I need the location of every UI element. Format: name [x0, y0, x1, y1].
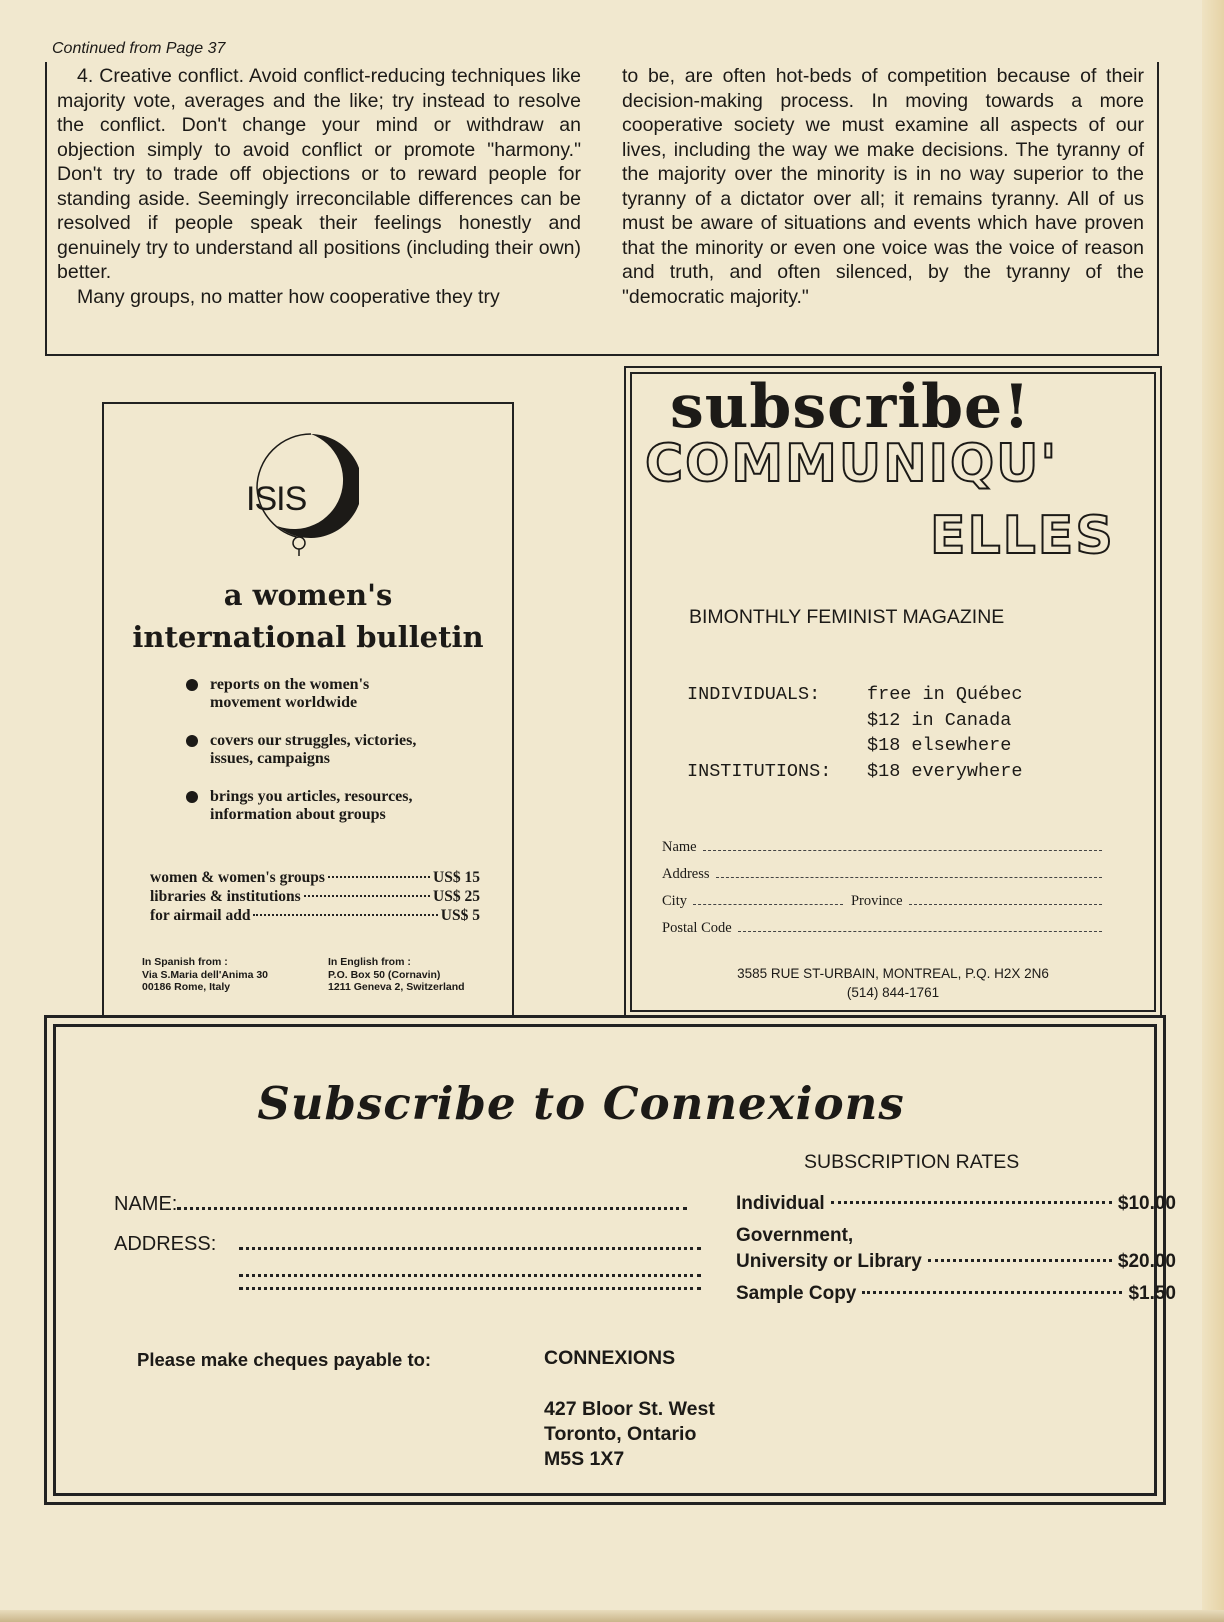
postal-code-row: [662, 915, 1102, 942]
cheques-label: Please make cheques payable to:: [137, 1349, 432, 1370]
list-item: covers our struggles, victories, issues, campaigns: [186, 732, 440, 768]
province-field-label: Province: [850, 893, 903, 909]
address-field-row: [114, 1224, 701, 1264]
rate-row: [687, 682, 1022, 708]
magazine-address: [632, 964, 1154, 1002]
address-field-label: ADDRESS:: [114, 1233, 217, 1255]
isis-spanish-address: [142, 956, 307, 994]
connexions-title: Subscribe to Connexions: [257, 1077, 905, 1130]
address-field-row: [114, 1264, 701, 1277]
rates-heading: SUBSCRIPTION RATES: [804, 1151, 1020, 1173]
rate-row: [736, 1249, 1176, 1275]
article-box: [45, 62, 1159, 356]
price-label: women & women's groups: [150, 869, 325, 886]
price-value: US$ 15: [433, 869, 480, 886]
name-field[interactable]: [177, 1197, 687, 1210]
payee-name: CONNEXIONS: [544, 1347, 676, 1369]
dot-leader: [253, 914, 437, 916]
address-field-line2[interactable]: [239, 1264, 701, 1277]
isis-english-address: [328, 956, 503, 994]
rate-label: Individual: [736, 1193, 825, 1214]
address-line: In Spanish from :: [142, 956, 228, 968]
name-field[interactable]: [703, 836, 1102, 851]
subscription-form: [662, 834, 1102, 942]
province-field[interactable]: [909, 890, 1102, 905]
dot-leader: [928, 1259, 1112, 1262]
rate-label-line1: Government,: [736, 1225, 854, 1246]
communiquelles-ad: [630, 372, 1156, 1012]
price-row: [150, 887, 480, 906]
rate-value: $20.00: [1117, 1251, 1176, 1272]
rate-value: $18 everywhere: [867, 760, 1023, 782]
address-line: Toronto, Ontario: [544, 1423, 697, 1445]
isis-price-list: [150, 868, 480, 925]
article-left-column: [57, 64, 581, 309]
article-paragraph: to be, are often hot-beds of competition because of their decision-making process. In moving towards a more cooperative society we must examine all aspects of our lives, including the way we make decisions. The tyranny of the majority over the minority is in no way superior to the tyranny of a dictator over all; it remains tyranny. All of us must be aware of situations and events which have proven that the minority or even one voice was the voice of reason and truth, and often silenced, by the tyranny of the "democratic majority.": [622, 65, 1144, 308]
page-edge: [1202, 0, 1224, 1622]
address-field-line3[interactable]: [239, 1277, 701, 1290]
address-field[interactable]: [716, 863, 1102, 878]
isis-heading-line2: international bulletin: [132, 620, 484, 654]
rate-row: [736, 1191, 1176, 1217]
rate-row: [736, 1281, 1176, 1307]
name-field-label: NAME:: [114, 1193, 178, 1215]
list-item: reports on the women's movement worldwide: [186, 676, 440, 712]
dot-leader: [831, 1201, 1112, 1204]
rate-row: [687, 708, 1022, 734]
article-paragraph: Many groups, no matter how cooperative they try: [77, 285, 500, 308]
postal-code-field-label: Postal Code: [662, 920, 732, 936]
connexions-form: [114, 1184, 701, 1290]
address-field-line1[interactable]: [239, 1237, 701, 1250]
magazine-name-line1: COMMUNIQU': [645, 434, 1059, 494]
rate-row: [687, 733, 1022, 759]
rate-label: INSTITUTIONS:: [687, 760, 832, 782]
rate-label: [687, 708, 867, 734]
article-paragraph: 4. Creative conflict. Avoid conflict-reducing techniques like majority vote, averages and the like; try instead to resolve the conflict. Don't change your mind or withdraw an objection simply to avoid conflict or promote "harmony." Don't try to trade off objections or to reward people for standing aside. Seemingly irreconcilable differences can be resolved if people speak their feelings honestly and genuinely try to understand all positions (including their own) better.: [57, 65, 581, 283]
isis-logo-text: ISIS: [246, 480, 307, 518]
price-value: US$ 25: [433, 888, 480, 905]
price-row: [150, 906, 480, 925]
isis-bullet-list: [186, 676, 440, 844]
city-field[interactable]: [693, 890, 843, 905]
isis-ad: [102, 402, 514, 1018]
name-field-label: Name: [662, 839, 697, 855]
rate-value: $18 elsewhere: [867, 735, 1012, 756]
magazine-subtitle: BIMONTHLY FEMINIST MAGAZINE: [689, 606, 1005, 628]
name-field-row: [114, 1184, 701, 1224]
isis-heading-line1: a women's: [223, 578, 393, 612]
rate-row: [687, 759, 1022, 785]
rate-label: University or Library: [736, 1251, 922, 1272]
address-line: 1211 Geneva 2, Switzerland: [328, 981, 465, 993]
street-address: 3585 RUE ST-URBAIN, MONTREAL, P.Q. H2X 2N6: [737, 966, 1049, 981]
postal-code-field[interactable]: [738, 917, 1102, 932]
connexions-ad: [53, 1024, 1176, 1496]
magazine-name-line2: ELLES: [930, 506, 1115, 566]
city-field-label: City: [662, 893, 687, 909]
address-line: 00186 Rome, Italy: [142, 981, 231, 993]
rate-value: free in Québec: [867, 684, 1023, 705]
rate-label: Sample Copy: [736, 1283, 857, 1304]
connexions-rates: [736, 1191, 1176, 1313]
phone-number: (514) 844-1761: [846, 985, 940, 1000]
address-field-label: Address: [662, 866, 710, 882]
dot-leader: [862, 1291, 1122, 1294]
dot-leader: [304, 895, 430, 897]
list-item: brings you articles, resources, information about groups: [186, 788, 440, 824]
dot-leader: [328, 876, 430, 878]
page-bottom-edge: [0, 1610, 1224, 1622]
price-label: for airmail add: [150, 907, 251, 924]
address-line: In English from :: [328, 956, 411, 968]
rate-value: $1.50: [1128, 1283, 1176, 1304]
rate-label: [687, 733, 867, 759]
rate-label: INDIVIDUALS:: [687, 684, 821, 705]
city-province-row: [662, 888, 1102, 915]
payee-address: [544, 1397, 715, 1472]
subscription-rates: [687, 682, 1022, 784]
address-line: 427 Bloor St. West: [544, 1398, 715, 1420]
address-field-row: [114, 1277, 701, 1290]
address-line: Via S.Maria dell'Anima 30: [142, 968, 269, 981]
rate-row: [736, 1223, 1176, 1249]
price-label: libraries & institutions: [150, 888, 301, 905]
rate-value: $12 in Canada: [867, 709, 1012, 731]
name-field-row: [662, 834, 1102, 861]
continued-from-label: Continued from Page 37: [52, 40, 226, 57]
price-value: US$ 5: [440, 907, 480, 924]
address-line: P.O. Box 50 (Cornavin): [328, 968, 441, 981]
rate-value: $10.00: [1117, 1193, 1176, 1214]
article-right-column: [622, 64, 1144, 309]
address-line: M5S 1X7: [544, 1448, 625, 1470]
price-row: [150, 868, 480, 887]
subscribe-title: subscribe!: [670, 372, 1031, 442]
address-field-row: [662, 861, 1102, 888]
